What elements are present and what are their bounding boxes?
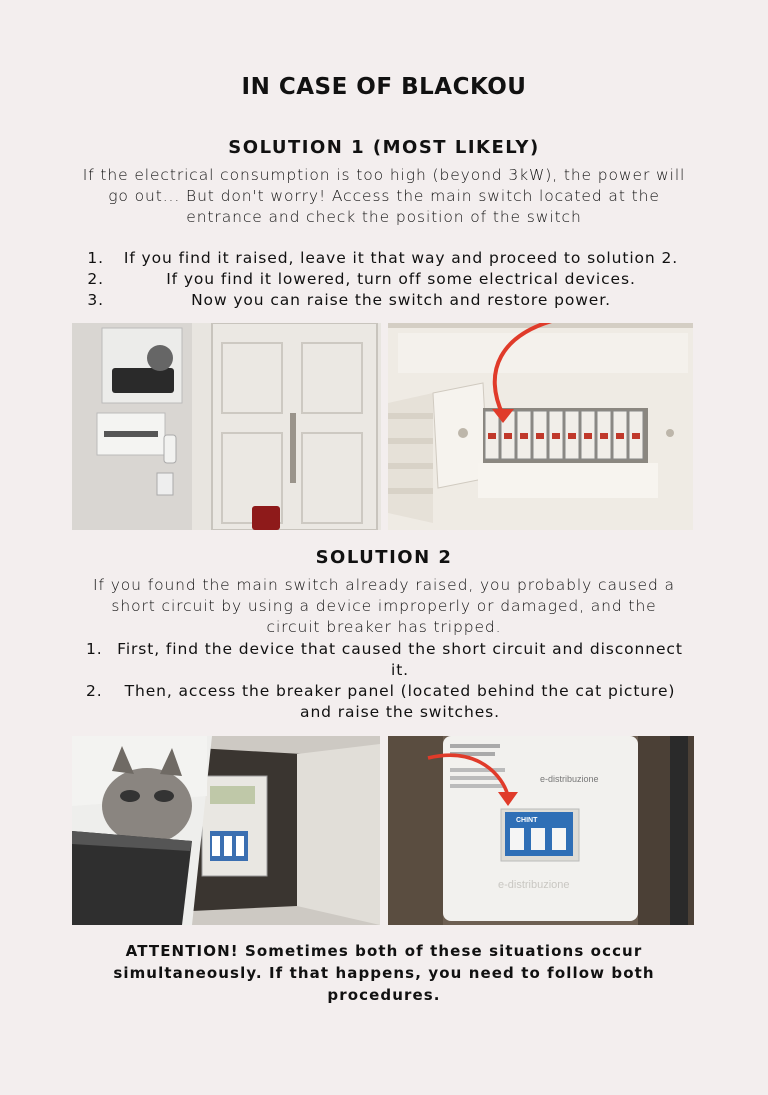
step-text: If you find it raised, leave it that way and proceed to solution 2.	[123, 249, 679, 267]
step-number: 3.	[87, 291, 104, 309]
attention-line: ATTENTION! Sometimes both of these situations occur	[125, 942, 643, 960]
solution2-intro-line: If you found the main switch already raised, you probably caused a	[93, 576, 675, 594]
fuse-panel-photo	[388, 323, 693, 530]
attention-line: procedures.	[327, 986, 441, 1004]
solution2-steps	[80, 639, 692, 723]
list-item	[80, 291, 690, 312]
step-text: First, find the device that caused the short circuit and disconnect it.	[117, 640, 683, 679]
step-number: 1.	[86, 640, 103, 658]
attention-note	[110, 940, 658, 1006]
step-number: 2.	[86, 682, 103, 700]
solution2-intro	[70, 575, 698, 638]
step-number: 2.	[87, 270, 104, 288]
solution2-heading: SOLUTION 2	[315, 547, 453, 568]
step-number: 1.	[87, 249, 104, 267]
solution1-intro-line: go out... But don't worry! Access the main switch located at the	[108, 187, 660, 205]
solution1-intro-line: If the electrical consumption is too high (beyond 3kW), the power will	[82, 166, 686, 184]
solution1-steps	[80, 249, 690, 312]
solution2-intro-line: circuit breaker has tripped.	[266, 618, 502, 636]
step-text: If you find it lowered, turn off some electrical devices.	[166, 270, 636, 288]
hallway-photo	[72, 323, 381, 530]
solution1-heading: SOLUTION 1 (MOST LIKELY)	[228, 137, 540, 158]
step-text: Now you can raise the switch and restore power.	[191, 291, 611, 309]
step-text: Then, access the breaker panel (located behind the cat picture) and raise the switches.	[124, 682, 676, 721]
page-title: IN CASE OF BLACKOU	[241, 74, 527, 100]
list-item	[80, 249, 690, 270]
list-item	[80, 639, 692, 681]
cat-picture-meter-photo	[72, 736, 380, 925]
list-item	[80, 681, 692, 723]
breaker-brand-label: CHINT	[516, 817, 538, 824]
attention-line: simultaneously. If that happens, you need to follow both	[113, 964, 655, 982]
meter-brand-label: e-distribuzione	[540, 774, 599, 784]
main-switch-meter-photo	[388, 736, 694, 925]
solution2-intro-line: short circuit by using a device improperly or damaged, and the	[111, 597, 657, 615]
solution1-intro	[70, 165, 698, 228]
list-item	[80, 270, 690, 291]
solution1-intro-line: entrance and check the position of the switch	[186, 208, 582, 226]
meter-brand-front-label: e-distribuzione	[498, 879, 570, 891]
